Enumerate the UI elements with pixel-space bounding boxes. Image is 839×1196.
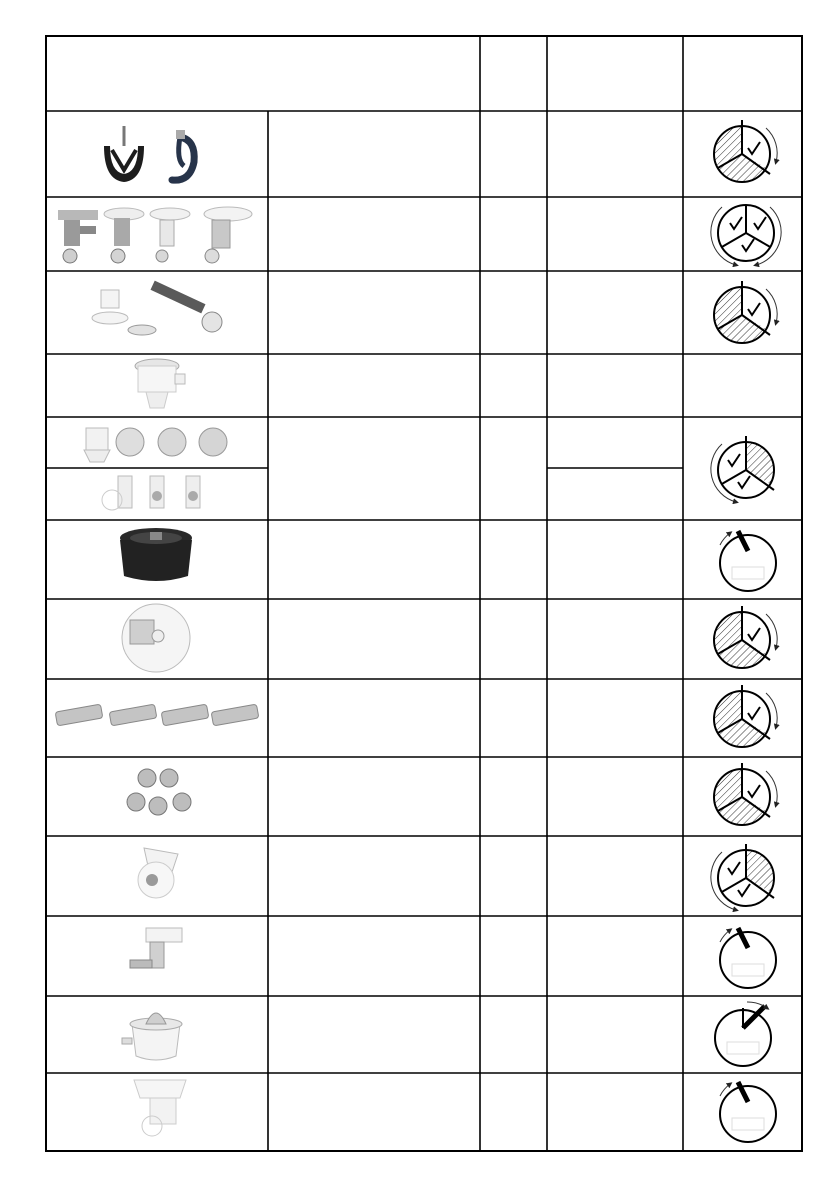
sausage-stuffer-image [130, 928, 182, 968]
speed-dial-icon [720, 928, 776, 988]
speed-dial-icon [720, 1082, 776, 1142]
grater-image [134, 1080, 186, 1136]
vegetable-slicer-image [138, 848, 178, 898]
slicer-discs-image [84, 428, 227, 462]
speed-dial-icon [715, 1002, 771, 1066]
beater-and-hook-image [104, 126, 194, 182]
drum-graters-image [102, 476, 200, 510]
citrus-juicer-image [122, 1013, 182, 1060]
speed-dial-icon [711, 436, 774, 502]
dicing-disc-image [122, 604, 190, 672]
speed-dial-icon [714, 281, 777, 343]
speed-dial-icon [711, 844, 774, 910]
speed-dial-icon [711, 205, 781, 265]
speed-dial-icon [720, 531, 776, 591]
speed-dial-icon [714, 763, 777, 825]
pasta-rollers-image [55, 704, 259, 726]
speed-dial-icon [714, 685, 777, 747]
meat-mincer-set-image [58, 207, 252, 263]
speed-dial-icon [714, 606, 777, 668]
table-border [46, 36, 802, 1151]
speed-dial-icon [714, 120, 777, 182]
dicing-bowl-image [120, 528, 192, 581]
pasta-discs-image [127, 769, 191, 815]
spiralizer-image [92, 281, 222, 335]
grain-mill-image [135, 359, 185, 408]
